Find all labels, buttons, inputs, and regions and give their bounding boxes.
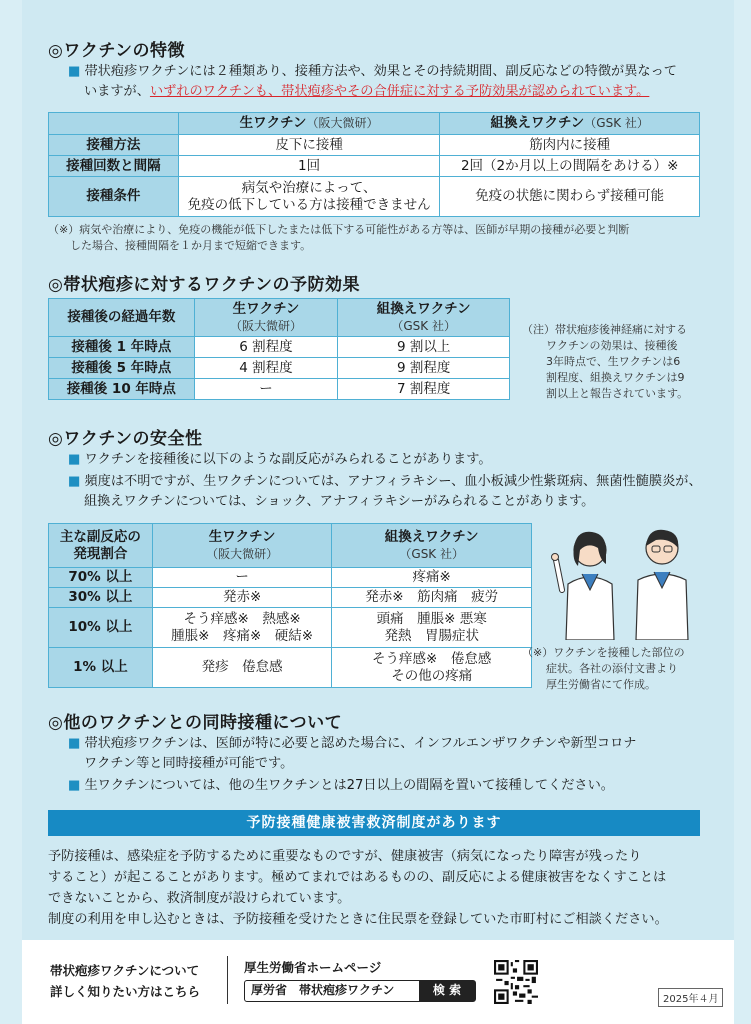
features-text-prefix: いますが、 [84, 84, 150, 99]
safety-bullets [68, 450, 708, 512]
header-sub: （GSK 社） [584, 116, 649, 130]
table3-header-label [49, 524, 153, 568]
concurrent-text: 生ワクチンについては、他の生ワクチンとは27日以上の間隔を置いて接種してください。 [84, 778, 614, 793]
bullet-square-icon: ■ [68, 452, 81, 467]
cell-live: ー [194, 379, 338, 400]
cell-line: 免疫の低下している方は接種できません [187, 196, 431, 213]
cell-recomb: 7 割程度 [338, 379, 510, 400]
note-line: 厚生労働省にて作成。 [546, 678, 656, 691]
note-line: （注）帯状疱疹後神経痛に対する [522, 323, 687, 336]
header-sub: （阪大微研） [229, 318, 302, 333]
header-main: 組換えワクチン [376, 300, 471, 317]
cell-recomb [332, 648, 532, 688]
doctors-illustration [540, 520, 710, 640]
homepage-title: 厚生労働省ホームページ [244, 960, 382, 975]
cell-recomb: 疼痛※ [332, 568, 532, 588]
header-main: 組換えワクチン [384, 528, 479, 545]
note-line: 割程度、組換えワクチンは9 [546, 371, 685, 384]
cell-line: 頭痛 腫脹※ 悪寒 [376, 610, 487, 627]
table3-note [522, 645, 712, 693]
table2-note [522, 322, 712, 402]
concurrent-text: 帯状疱疹ワクチンは、医師が特に必要と認めた場合に、インフルエンザワクチンや新型コロナ [84, 736, 637, 751]
cell-recomb: 筋肉内に接種 [440, 135, 700, 156]
table-row [49, 358, 510, 379]
table-row [49, 379, 510, 400]
row-label: 接種条件 [49, 177, 179, 217]
table-row [49, 608, 532, 648]
row-label: 接種後 5 年時点 [49, 358, 195, 379]
row-label: 1% 以上 [49, 648, 153, 688]
row-label: 接種後 10 年時点 [49, 379, 195, 400]
cell-line: 発熱 胃腸症状 [384, 627, 479, 644]
search-query[interactable]: 厚労省 帯状疱疹ワクチン [251, 983, 395, 997]
cell-live: 発赤※ [152, 588, 332, 608]
note-line: ワクチンの効果は、接種後 [546, 339, 678, 352]
features-bullet [68, 62, 708, 102]
cell-live [152, 608, 332, 648]
table1-note [48, 222, 708, 254]
relief-banner: 予防接種健康被害救済制度があります [48, 810, 700, 836]
cell-line: その他の疼痛 [391, 667, 473, 684]
cell-recomb: 9 割以上 [338, 337, 510, 358]
issue-date-badge: 2025年４月 [658, 988, 723, 1007]
cell-live: 発疹 倦怠感 [152, 648, 332, 688]
table-row [49, 177, 700, 217]
safety-text: 頻度は不明ですが、生ワクチンについては、アナフィラキシー、血小板減少性紫斑病、無菌性髄膜炎が、 [84, 474, 702, 489]
header-main: 生ワクチン [232, 300, 300, 317]
table1-header-recomb [440, 113, 700, 135]
cell-live: 6 割程度 [194, 337, 338, 358]
footer-divider [227, 956, 228, 1004]
features-highlight-text: いずれのワクチンも、帯状疱疹やその合併症に対する予防効果が認められています。 [149, 84, 650, 99]
cell-recomb: 2回（2か月以上の間隔をあける）※ [440, 156, 700, 177]
cell-recomb: 免疫の状態に関わらず接種可能 [440, 177, 700, 217]
footer-line: 帯状疱疹ワクチンについて [50, 963, 200, 978]
cell-live: ー [152, 568, 332, 588]
relief-line: できないことから、救済制度が設けられています。 [48, 891, 351, 906]
vaccine-comparison-table [48, 112, 700, 217]
bullet-square-icon: ■ [68, 64, 81, 79]
cell-line: そう痒感※ 熱感※ [183, 610, 301, 627]
cell-live: 皮下に接種 [178, 135, 440, 156]
header-main: 生ワクチン [208, 528, 276, 545]
row-label: 接種回数と間隔 [49, 156, 179, 177]
note-line: 症状。各社の添付文書より [546, 662, 678, 675]
effect-table [48, 298, 510, 400]
row-label: 接種後 1 年時点 [49, 337, 195, 358]
cell-line: 病気や治療によって、 [241, 179, 377, 196]
header-main: 生ワクチン [239, 115, 307, 131]
table3-header-recomb [332, 524, 532, 568]
header-sub: （GSK 社） [391, 318, 456, 333]
search-box[interactable] [244, 980, 476, 1002]
footer-line: 詳しく知りたい方はこちら [50, 984, 201, 999]
row-label: 10% 以上 [49, 608, 153, 648]
section-title-concurrent: ◎他のワクチンとの同時接種について [48, 713, 343, 733]
table2-header-label: 接種後の経過年数 [49, 299, 195, 337]
header-sub: （GSK 社） [399, 546, 464, 561]
header-line: 主な副反応の [59, 528, 141, 545]
cell-live: 1回 [178, 156, 440, 177]
cell-line: 腫脹※ 疼痛※ 硬結※ [171, 627, 314, 644]
footer [22, 940, 734, 1024]
section-title-safety: ◎ワクチンの安全性 [48, 429, 203, 449]
table2-header-live [194, 299, 338, 337]
relief-line: 予防接種は、感染症を予防するために重要なものですが、健康被害（病気になったり障害が残ったり [48, 849, 642, 864]
note-line: 割以上と報告されています。 [546, 387, 689, 400]
bullet-square-icon: ■ [68, 778, 81, 793]
header-sub: （阪大微研） [306, 116, 379, 130]
bullet-square-icon: ■ [68, 474, 81, 489]
cell-recomb [332, 608, 532, 648]
table1-corner [49, 113, 179, 135]
safety-text: 組換えワクチンについては、ショック、アナフィラキシーがみられることがあります。 [84, 494, 595, 509]
note-line: した場合、接種間隔を１か月まで短縮できます。 [70, 239, 312, 252]
flyer-page [22, 0, 734, 1024]
header-main: 組換えワクチン [490, 115, 585, 131]
relief-line: 制度の利用を申し込むときは、予防接種を受けたときに住民票を登録していた市町村にご相談ください。 [48, 912, 668, 927]
side-effects-table [48, 523, 532, 688]
table-row [49, 568, 532, 588]
concurrent-bullets [68, 734, 708, 796]
relief-text [48, 846, 708, 930]
table2-header-recomb [338, 299, 510, 337]
note-line: （※）病気や治療により、免疫の機能が低下したまたは低下する可能性がある方等は、医師が早期の接種が必要と判断 [48, 223, 630, 236]
table-row [49, 135, 700, 156]
bullet-square-icon: ■ [68, 736, 81, 751]
table-row [49, 648, 532, 688]
cell-recomb: 発赤※ 筋肉痛 疲労 [332, 588, 532, 608]
features-text-line1: 帯状疱疹ワクチンには２種類あり、接種方法や、効果とその持続期間、副反応などの特徴が異なって [84, 64, 677, 79]
section-title-features: ◎ワクチンの特徴 [48, 41, 185, 61]
search-button[interactable]: 検 索 [419, 981, 475, 1001]
footer-info [50, 960, 200, 1002]
table-row [49, 156, 700, 177]
cell-live: 4 割程度 [194, 358, 338, 379]
safety-text: ワクチンを接種後に以下のような副反応がみられることがあります。 [84, 452, 492, 467]
note-line: 3年時点で、生ワクチンは6 [546, 355, 681, 368]
qr-code-icon[interactable] [494, 960, 538, 1004]
row-label: 30% 以上 [49, 588, 153, 608]
note-line: （※）ワクチンを接種した部位の [522, 646, 685, 659]
table1-header-live [178, 113, 440, 135]
row-label: 接種方法 [49, 135, 179, 156]
table3-header-live [152, 524, 332, 568]
row-label: 70% 以上 [49, 568, 153, 588]
cell-live [178, 177, 440, 217]
relief-line: すること）が起こることがあります。極めてまれではあるものの、副反応による健康被害をなくすことは [48, 870, 667, 885]
concurrent-text: ワクチン等と同時接種が可能です。 [84, 756, 294, 771]
section-title-effect: ◎帯状疱疹に対するワクチンの予防効果 [48, 275, 360, 295]
cell-line: そう痒感※ 倦怠感 [372, 650, 492, 667]
table-row [49, 337, 510, 358]
cell-recomb: 9 割程度 [338, 358, 510, 379]
table-row [49, 588, 532, 608]
header-sub: （阪大微研） [206, 546, 279, 561]
header-line: 発現割合 [73, 545, 128, 562]
